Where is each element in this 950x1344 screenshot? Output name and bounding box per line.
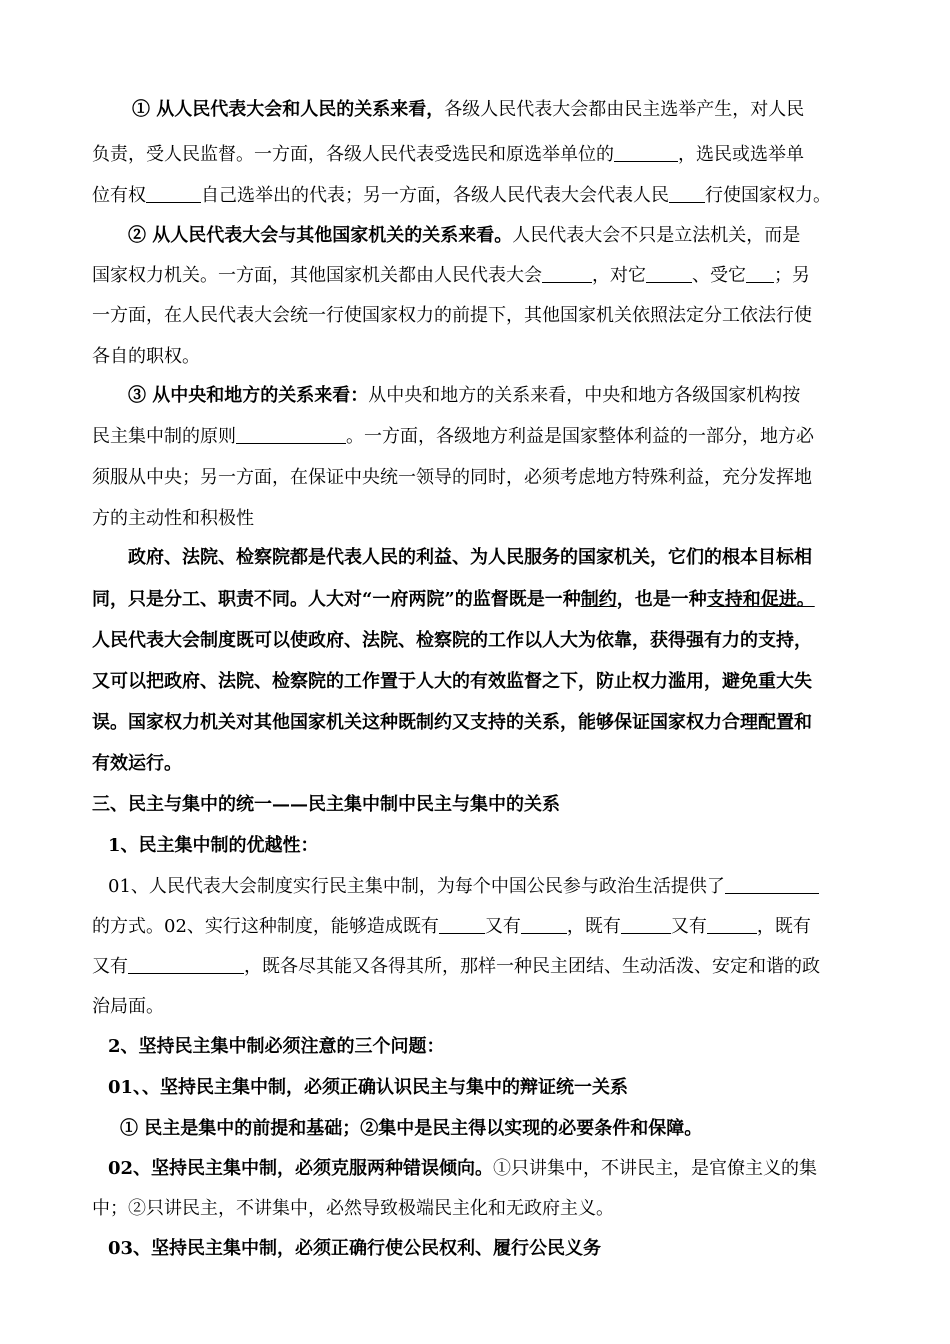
subheading-three-issues: 2、坚持民主集中制必须注意的三个问题： [108, 1036, 445, 1057]
p2-text-2b: ，对它 [592, 265, 646, 286]
p2-text-1: 人民代表大会不只是立法机关，而是 [512, 225, 801, 246]
p3-text-2b: 。一方面，各级地方利益是国家整体利益的一部分，地方必 [346, 426, 814, 447]
p4-underlined-restrict: 制约 [580, 589, 617, 610]
fill-blank [707, 915, 757, 934]
p4-underlined-support: 支持和促进。 [706, 589, 815, 610]
p4-line-4: 又可以把政府、法院、检察院的工作置于人大的有效监督之下，防止权力滥用，避免重大失 [92, 671, 812, 692]
p1-text-2b: ，选民或选举单 [678, 144, 804, 165]
p1-text-3c: 行使国家权力。 [705, 185, 831, 206]
p4-line-6: 有效运行。 [92, 753, 182, 774]
p4-line-5: 误。国家权力机关对其他国家机关这种既制约又支持的关系，能够保证国家权力合理配置和 [92, 712, 812, 733]
s1-line-2 [92, 915, 811, 939]
p2-line-3: 一方面，在人民代表大会统一行使国家权力的前提下，其他国家机关依照法定分工依法行使 [92, 305, 812, 326]
p2-text-2a: 国家权力机关。一方面，其他国家机关都由人民代表大会 [92, 265, 542, 286]
p2-line-4: 各自的职权。 [92, 346, 200, 367]
p3-heading: ③ 从中央和地方的关系来看： [128, 385, 369, 406]
s1-text-2b: 又有 [484, 916, 521, 937]
section-heading: 三、民主与集中的统一——民主集中制中民主与集中的关系 [92, 794, 560, 815]
p4-text-2a: 同，只是分工、职责不同。人大对“一府两院”的监督既是一种 [92, 589, 581, 610]
issue-3: 03、坚持民主集中制，必须正确行使公民权利、履行公民义务 [108, 1238, 602, 1259]
p4-line-1: 政府、法院、检察院都是代表人民的利益、为人民服务的国家机关，它们的根本目标相 [128, 547, 812, 568]
s1-text-3b: ，既各尽其能又各得其所，那样一种民主团结、生动活泼、安定和谐的政 [244, 956, 820, 977]
fill-blank [128, 955, 244, 974]
s1-text-2c: ，既有 [566, 916, 621, 937]
p3-line-1 [128, 384, 800, 408]
p1-text-3b: 自己选举出的代表；另一方面，各级人民代表大会代表人民 [201, 185, 669, 206]
issue-2-line-1 [108, 1157, 817, 1181]
p3-line-4: 方的主动性和积极性 [92, 508, 254, 529]
fill-blank [669, 184, 705, 203]
fill-blank [621, 915, 671, 934]
s1-text-2d: 又有 [670, 916, 707, 937]
issue-2-text: ①只讲集中，不讲民主，是官僚主义的集 [493, 1158, 818, 1179]
p1-line-1 [132, 98, 804, 122]
p3-line-2 [92, 425, 814, 449]
p2-text-2c: 、受它 [692, 265, 746, 286]
p1-text-3a: 位有权 [92, 185, 146, 206]
p1-text-1: 各级人民代表大会都由民主选举产生，对人民 [444, 99, 805, 120]
subheading-advantages: 1、民主集中制的优越性： [108, 835, 319, 856]
issue-2-heading: 02、坚持民主集中制，必须克服两种错误倾向。 [108, 1158, 494, 1179]
fill-blank [614, 143, 678, 162]
fill-blank [725, 875, 819, 894]
s1-line-4: 治局面。 [92, 996, 164, 1017]
p3-text-2a: 民主集中制的原则 [92, 426, 236, 447]
fill-blank [646, 264, 692, 283]
issue-1: 01、、坚持民主集中制，必须正确认识民主与集中的辩证统一关系 [108, 1077, 629, 1098]
p2-line-2 [92, 264, 810, 288]
issue-1-detail: ① 民主是集中的前提和基础；②集中是民主得以实现的必要条件和保障。 [120, 1118, 703, 1139]
s1-line-1 [108, 875, 819, 899]
p1-line-3 [92, 184, 831, 208]
fill-blank [146, 184, 201, 203]
p1-line-2 [92, 143, 804, 167]
s1-text-3a: 又有 [92, 956, 128, 977]
fill-blank [236, 425, 346, 444]
fill-blank [521, 915, 567, 934]
s1-text-2e: ，既有 [756, 916, 811, 937]
s1-text-2a: 的方式。02、实行这种制度，能够造成既有 [92, 916, 439, 937]
fill-blank [746, 264, 774, 283]
s1-text-1: 01、人民代表大会制度实行民主集中制，为每个中国公民参与政治生活提供了 [108, 876, 725, 897]
p3-line-3: 须服从中央；另一方面，在保证中央统一领导的同时，必须考虑地方特殊利益，充分发挥地 [92, 467, 812, 488]
p2-heading: ② 从人民代表大会与其他国家机关的关系来看。 [128, 225, 513, 246]
p1-text-2a: 负责，受人民监督。一方面，各级人民代表受选民和原选举单位的 [92, 144, 614, 165]
p3-text-1: 从中央和地方的关系来看，中央和地方各级国家机构按 [368, 385, 801, 406]
s1-line-3 [92, 955, 820, 979]
p4-line-3: 人民代表大会制度既可以使政府、法院、检察院的工作以人大为依靠，获得强有力的支持， [92, 630, 812, 651]
p2-line-1 [128, 224, 800, 248]
fill-blank [439, 915, 485, 934]
p4-line-2 [92, 588, 815, 612]
p2-text-2d: ；另 [774, 265, 810, 286]
issue-2-line-2: 中；②只讲民主，不讲集中，必然导致极端民主化和无政府主义。 [92, 1198, 614, 1219]
p4-text-2c: ，也是一种 [616, 589, 707, 610]
fill-blank [542, 264, 592, 283]
p1-heading: ① 从人民代表大会和人民的关系来看， [132, 99, 445, 120]
